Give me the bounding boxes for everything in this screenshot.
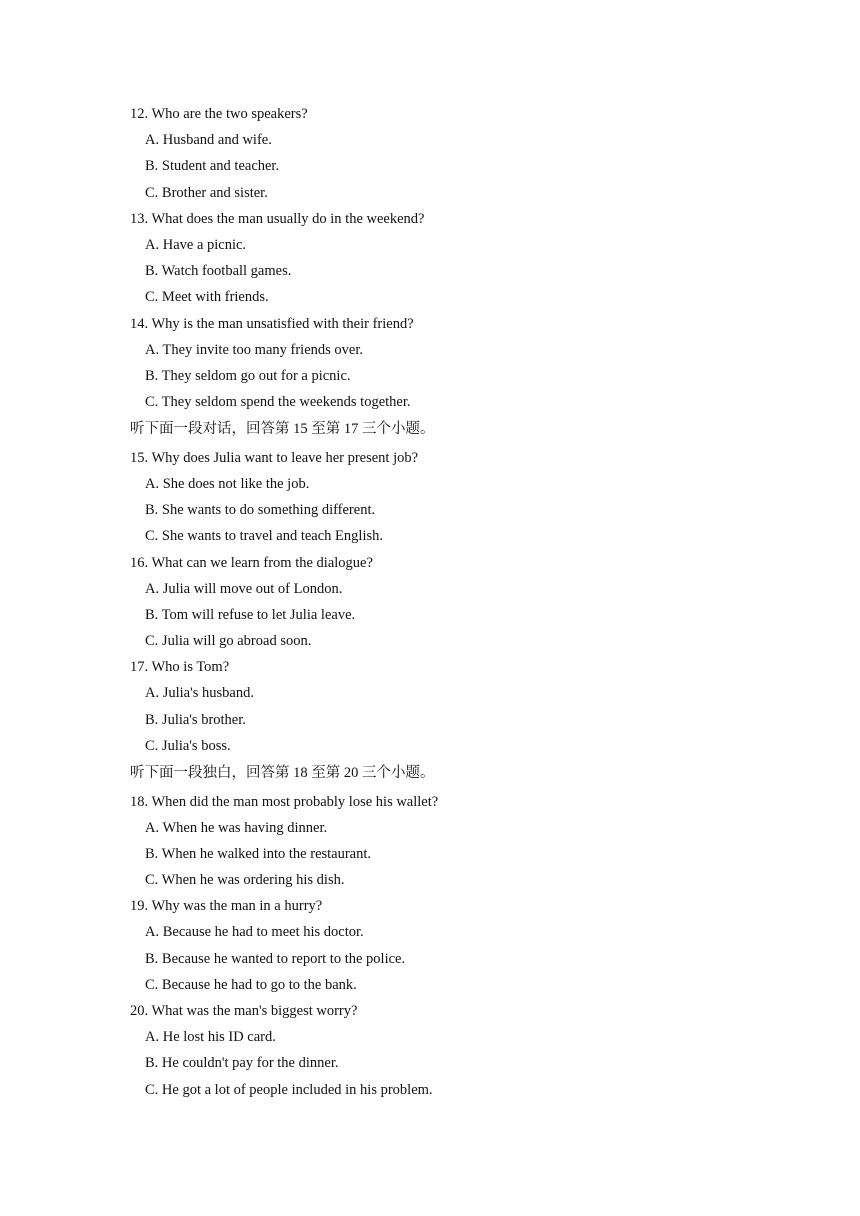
section-instruction: 听下面一段独白，回答第 18 至第 20 三个小题。 — [130, 765, 435, 781]
answer-option: B. They seldom go out for a picnic. — [145, 367, 351, 384]
answer-option: A. When he was having dinner. — [145, 819, 328, 836]
answer-option: A. She does not like the job. — [145, 475, 310, 492]
answer-option: B. Because he wanted to report to the police. — [145, 950, 406, 967]
answer-option: B. She wants to do something different. — [145, 502, 376, 519]
answer-option: B. When he walked into the restaurant. — [145, 845, 372, 862]
question-stem: 18. When did the man most probably lose his wallet? — [130, 793, 439, 810]
answer-option: C. Meet with friends. — [145, 289, 269, 306]
question-stem: 16. What can we learn from the dialogue? — [130, 554, 373, 571]
answer-option: C. She wants to travel and teach English. — [145, 528, 383, 545]
answer-option: B. He couldn't pay for the dinner. — [145, 1055, 339, 1072]
answer-option: C. Julia will go abroad soon. — [145, 633, 312, 650]
answer-option: A. They invite too many friends over. — [145, 341, 363, 358]
question-stem: 15. Why does Julia want to leave her present job? — [130, 449, 419, 466]
document-page — [0, 101, 860, 1103]
question-stem: 12. Who are the two speakers? — [130, 106, 308, 122]
question-stem: 20. What was the man's biggest worry? — [130, 1003, 358, 1019]
answer-option: A. Have a picnic. — [145, 236, 247, 253]
question-stem: 13. What does the man usually do in the weekend? — [130, 210, 425, 227]
answer-option: B. Student and teacher. — [145, 158, 280, 175]
answer-option: C. Brother and sister. — [145, 184, 268, 201]
answer-option: A. Julia will move out of London. — [145, 580, 343, 597]
answer-option: C. He got a lot of people included in his problem. — [145, 1081, 433, 1098]
answer-option: C. Because he had to go to the bank. — [145, 976, 357, 993]
answer-option: B. Julia's brother. — [145, 711, 246, 728]
section-instruction: 听下面一段对话，回答第 15 至第 17 三个小题。 — [130, 421, 435, 438]
question-stem: 17. Who is Tom? — [130, 659, 230, 676]
answer-option: B. Watch football games. — [145, 263, 292, 280]
answer-option: C. They seldom spend the weekends together. — [145, 394, 411, 411]
answer-option: A. Husband and wife. — [145, 132, 272, 149]
answer-option: C. When he was ordering his dish. — [145, 872, 345, 889]
answer-option: A. Because he had to meet his doctor. — [145, 924, 364, 941]
answer-option: B. Tom will refuse to let Julia leave. — [145, 606, 356, 623]
question-stem: 14. Why is the man unsatisfied with their friend? — [130, 315, 414, 332]
answer-option: A. Julia's husband. — [145, 685, 254, 702]
question-stem: 19. Why was the man in a hurry? — [130, 898, 323, 915]
answer-option: C. Julia's boss. — [145, 737, 231, 754]
answer-option: A. He lost his ID card. — [145, 1029, 276, 1046]
